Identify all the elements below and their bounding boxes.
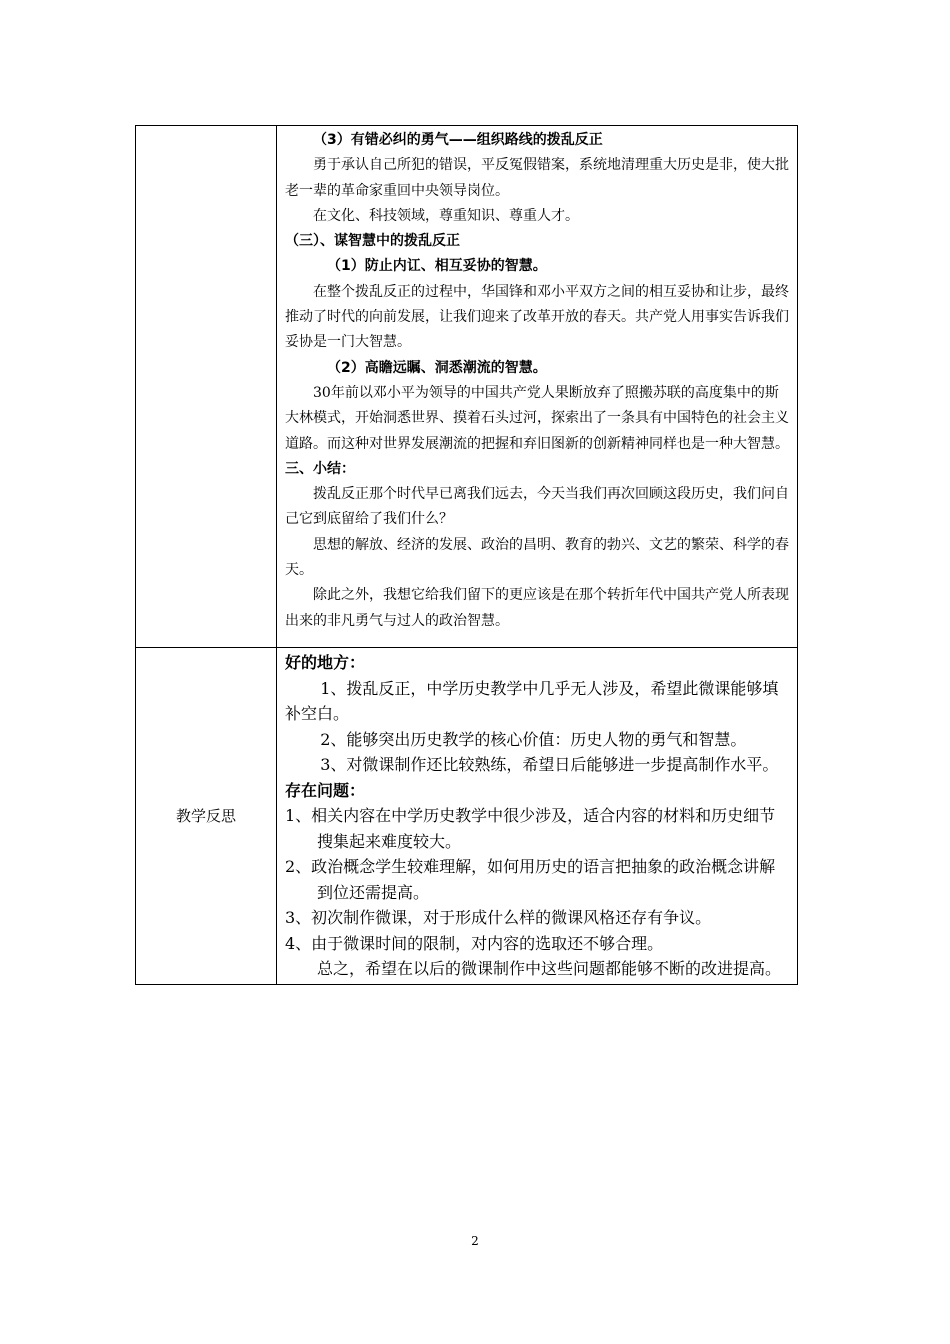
list-item: 2、政治概念学生较难理解，如何用历史的语言把抽象的政治概念讲解到位还需提高。 [285, 857, 776, 902]
list-item: 3、对微课制作还比较熟练，希望日后能够进一步提高制作水平。 [320, 755, 779, 774]
heading-wisdom: （三）、谋智慧中的拨乱反正 [285, 233, 460, 250]
list-item: 2、能够突出历史教学的核心价值：历史人物的勇气和智慧。 [320, 729, 747, 749]
list-item: 3、初次制作微课，对于形成什么样的微课风格还存有争议。 [285, 908, 712, 927]
paragraph: 勇于承认自己所犯的错误，平反冤假错案，系统地清理重大历史是非，使大批老一辈的革命家重回中央领导岗位。 [285, 157, 789, 199]
list-item: 1、相关内容在中学历史教学中很少涉及，适合内容的材料和历史细节搜集起来难度较大。 [285, 806, 776, 851]
list-item: 4、由于微课时间的限制，对内容的选取还不够合理。 [285, 933, 664, 953]
subheading: （1）防止内讧、相互妥协的智慧。 [327, 258, 547, 275]
conclusion: 总之，希望在以后的微课制作中这些问题都能够不断的改进提高。 [317, 959, 782, 978]
paragraph: 拨乱反正那个时代早已离我们远去，今天当我们再次回顾这段历史，我们问自己它到底留给了我们什么？ [285, 486, 789, 528]
lesson-table [135, 125, 798, 985]
content-cell [277, 126, 798, 648]
subheading: （2）高瞻远瞩、洞悉潮流的智慧。 [327, 359, 547, 376]
good-heading: 好的地方： [285, 653, 366, 672]
paragraph: 在文化、科技领域，尊重知识、尊重人才。 [313, 207, 579, 224]
page-number: 2 [471, 1234, 479, 1248]
reflection-content [277, 648, 798, 985]
paragraph: 思想的解放、经济的发展、政治的昌明、教育的勃兴、文艺的繁荣、科学的春天。 [285, 536, 789, 579]
label-cell-empty [136, 126, 277, 648]
paragraph: 在整个拨乱反正的过程中，华国锋和邓小平双方之间的相互妥协和让步，最终推动了时代的向前发展，让我们迎来了改革开放的春天。共产党人用事实告诉我们妥协是一门大智慧。 [285, 283, 789, 351]
table-row [136, 648, 798, 985]
reflection-label: 教学反思 [136, 648, 277, 985]
list-item: 1、拨乱反正，中学历史教学中几乎无人涉及，希望此微课能够填补空白。 [285, 678, 779, 723]
paragraph: 30年前以邓小平为领导的中国共产党人果断放弃了照搬苏联的高度集中的斯大林模式，开始洞悉世界、摸着石头过河，探索出了一条具有中国特色的社会主义道路。而这种对世界发展潮流的把握和弃旧图新的创新精神同样也是一种大智慧。 [285, 384, 789, 452]
problem-heading: 存在问题： [285, 780, 366, 800]
table-row [136, 126, 798, 648]
summary-heading: 三、小结： [285, 460, 355, 477]
paragraph: 除此之外，我想它给我们留下的更应该是在那个转折年代中国共产党人所表现出来的非凡勇气与过人的政治智慧。 [285, 587, 789, 629]
heading-courage: （3）有错必纠的勇气——组织路线的拨乱反正 [313, 132, 603, 148]
